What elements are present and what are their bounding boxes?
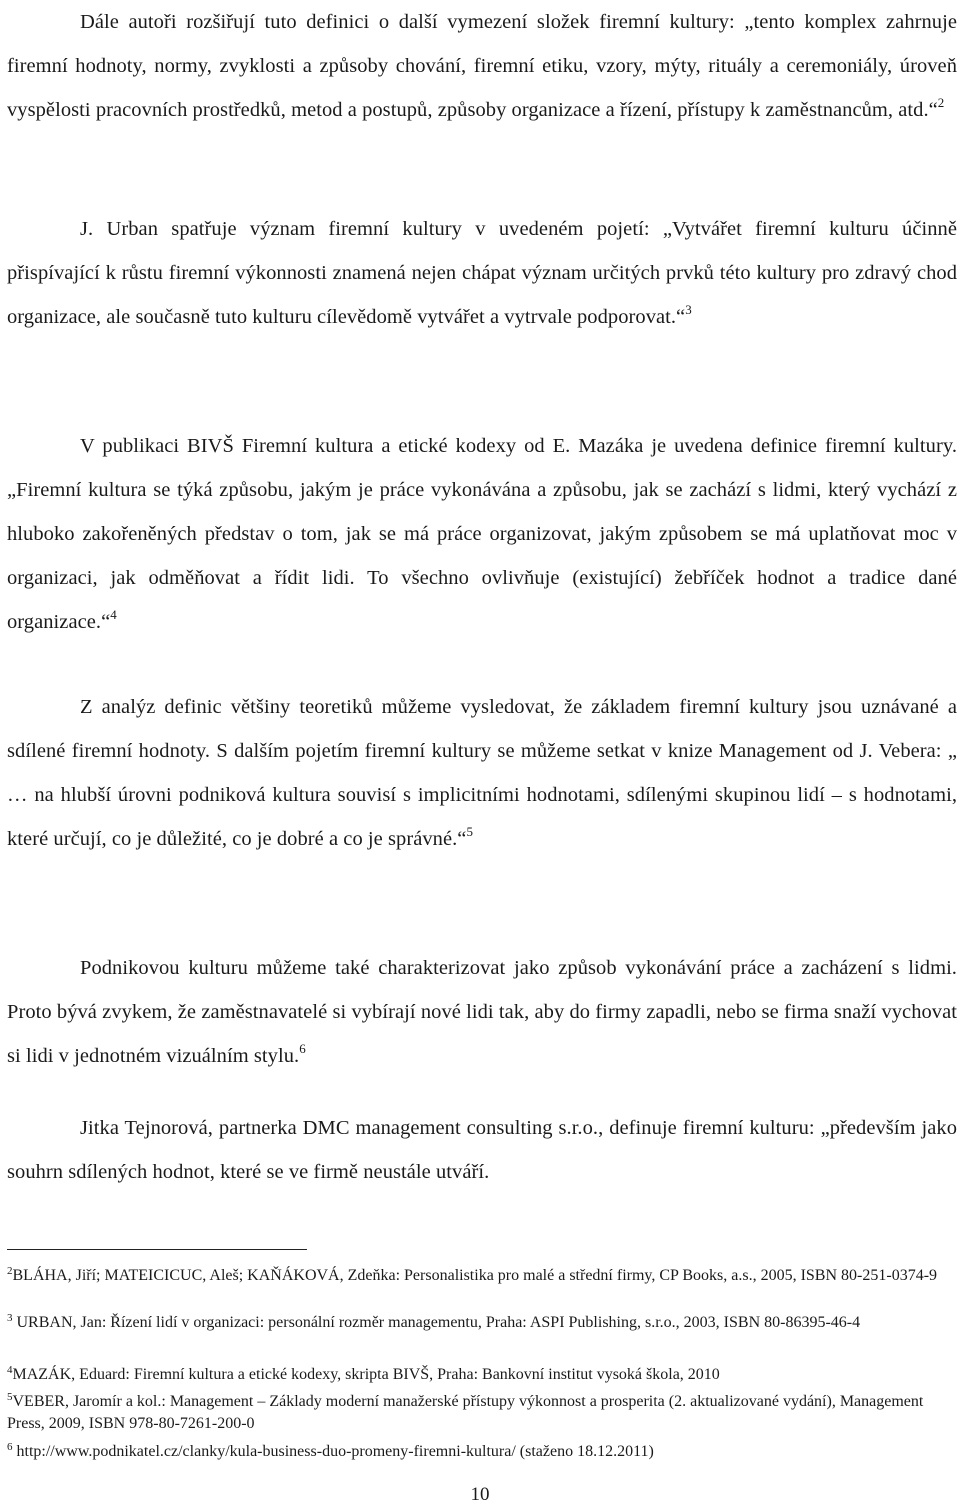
paragraph-3: [7, 424, 957, 644]
footnote-3: [7, 1312, 957, 1334]
footnote-5-number: 5: [7, 1391, 13, 1403]
footnote-2-text: BLÁHA, Jiří; MATEICICUC, Aleš; KAŇÁKOVÁ, Zdeňka: Personalistika pro malé a střední firmy, CP Books, a.s., 2005, ISBN 80-251-0374-9: [12, 1267, 938, 1284]
footnote-4: [7, 1364, 957, 1386]
footnote-6-number: 6: [7, 1441, 13, 1453]
footnote-2-number: 2: [7, 1265, 13, 1277]
paragraph-4: [7, 685, 957, 861]
paragraph-1: [7, 0, 957, 132]
footnote-ref-6[interactable]: 6: [299, 1041, 306, 1056]
footnote-4-text: MAZÁK, Eduard: Firemní kultura a etické kodexy, skripta BIVŠ, Praha: Bankovní institut vysoká škola, 2010: [12, 1366, 720, 1383]
footnote-6: [7, 1441, 957, 1463]
footnote-6-text: http://www.podnikatel.cz/clanky/kula-business-duo-promeny-firemni-kultura/ (staženo 18.12.2011): [12, 1443, 654, 1460]
paragraph-2: [7, 207, 957, 339]
footnote-ref-4[interactable]: 4: [110, 607, 117, 622]
paragraph-6: [7, 1106, 957, 1194]
footnote-5-text: VEBER, Jaromír a kol.: Management – Základy moderní manažerské přístupy výkonnost a prosperita (2. aktualizované vydání), Management Press, 2009, ISBN 978-80-7261-200-0: [7, 1393, 924, 1432]
paragraph-6-text: Jitka Tejnorová, partnerka DMC management consulting s.r.o., definuje firemní kulturu: „především jako souhrn sdílených hodnot, které se ve firmě neustále utváří.: [7, 1117, 957, 1183]
paragraph-5-text: Podnikovou kulturu můžeme také charakterizovat jako způsob vykonávání práce a zacházení s lidmi. Proto bývá zvykem, že zaměstnavatelé si vybírají nové lidi tak, aby do firmy zapadli, nebo se firma snaží vychovat si lidi v jednotném vizuálním stylu.: [7, 957, 957, 1067]
paragraph-4-text: Z analýz definic většiny teoretiků můžeme vysledovat, že základem firemní kultury jsou uznávané a sdílené firemní hodnoty. S dalším pojetím firemní kultury se můžeme setkat v knize Management od J. Vebera: „ … na hlubší úrovni podniková kultura souvisí s implicitními hodnotami, sdílenými skupinou lidí – s hodnotami, které určují, co je důležité, co je dobré a co je správné.“: [7, 696, 957, 850]
footnote-ref-3[interactable]: 3: [685, 302, 692, 317]
footnote-2: [7, 1265, 957, 1287]
footnote-separator: [7, 1249, 307, 1250]
footnote-5: [7, 1391, 957, 1435]
footnote-ref-5[interactable]: 5: [466, 824, 473, 839]
footnote-ref-2[interactable]: 2: [937, 95, 945, 110]
paragraph-3-text: V publikaci BIVŠ Firemní kultura a etické kodexy od E. Mazáka je uvedena definice firemní kultury. „Firemní kultura se týká způsobu, jakým je práce vykonávána a způsobu, jak se zachází s lidmi, který vychází z hluboko zakořeněných představ o tom, jak se má práce organizovat, jakým způsobem se má uplatňovat moc v organizaci, jak odměňovat a řídit lidi. To všechno ovlivňuje (existující) žebříček hodnot a tradice dané organizace.“: [7, 435, 957, 633]
paragraph-1-text: Dále autoři rozšiřují tuto definici o další vymezení složek firemní kultury: „tento komplex zahrnuje firemní hodnoty, normy, zvyklosti a způsoby chování, firemní etiku, vzory, mýty, rituály a ceremoniály, úroveň vyspělosti pracovních prostředků, metod a postupů, způsoby organizace a řízení, přístupy k zaměstnancům, atd.“: [7, 11, 957, 121]
footnote-4-number: 4: [7, 1364, 13, 1376]
paragraph-5: [7, 946, 957, 1078]
footnote-3-text: URBAN, Jan: Řízení lidí v organizaci: personální rozměr managementu, Praha: ASPI Publishing, s.r.o., 2003, ISBN 80-86395-46-4: [12, 1314, 861, 1331]
page-number: 10: [470, 1484, 490, 1505]
paragraph-2-text: J. Urban spatřuje význam firemní kultury v uvedeném pojetí: „Vytvářet firemní kulturu účinně přispívající k růstu firemní výkonnosti znamená nejen chápat význam určitých prvků této kultury pro zdravý chod organizace, ale současně tuto kulturu cílevědomě vytvářet a vytrvale podporovat.“: [7, 218, 957, 328]
footnote-3-number: 3: [7, 1312, 13, 1324]
